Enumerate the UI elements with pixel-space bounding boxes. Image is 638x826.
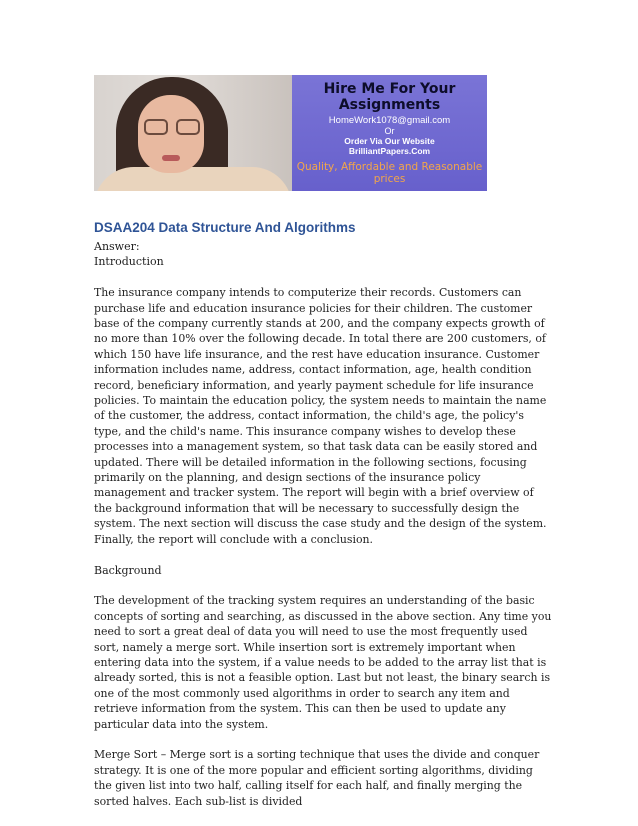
banner-order-text: Order Via Our Website xyxy=(344,136,435,146)
banner-email[interactable]: HomeWork1078@gmail.com xyxy=(328,115,451,126)
banner-or: Or xyxy=(384,126,395,136)
document-title: DSAA204 Data Structure And Algorithms xyxy=(94,220,356,235)
document-body xyxy=(94,219,554,809)
banner-text-panel xyxy=(292,75,487,191)
glasses-right-icon xyxy=(176,119,200,135)
woman-photo xyxy=(94,75,292,191)
background-paragraph: The development of the tracking system requires an understanding of the basic concepts of sorting and searching, as discussed in the above section. Any time you need to sort a great deal of data you will need to use the most frequently used sort, namely a merge sort. While insertion sort is extremely important when entering data into the system, if a value needs to be added to the array list that is already sorted, this is not a feasible option. Last but not least, the binary search is one of the most commonly used algorithms in order to search any item and retrieve information from the system. This can then be used to update any particular data into the system. xyxy=(94,594,552,731)
advertisement-banner[interactable] xyxy=(94,75,487,191)
merge-sort-paragraph: Merge Sort – Merge sort is a sorting technique that uses the divide and conquer strategy. It is one of the more popular and efficient sorting algorithms, dividing the given list into two half, calling itself for each half, and finally merging the sorted halves. Each sub-list is divided xyxy=(94,748,540,808)
photo-lips xyxy=(162,155,180,161)
banner-headline: Hire Me For Your Assignments xyxy=(323,81,456,113)
glasses-left-icon xyxy=(144,119,168,135)
banner-website[interactable]: BrilliantPapers.Com xyxy=(348,146,431,156)
background-heading: Background xyxy=(94,563,162,577)
answer-label: Answer: xyxy=(94,240,140,253)
introduction-paragraph: The insurance company intends to computerize their records. Customers can purchase life and education insurance policies for their children. The customer base of the company currently stands at 200, and the company expects growth of no more than 10% over the following decade. In total there are 200 customers, of which 150 have life insurance, and the rest have education insurance. Customer information includes name, address, contact information, age, health condition record, beneficiary information, and yearly payment schedule for life insurance policies. To maintain the education policy, the system needs to maintain the name of the customer, the address, contact information, the child's age, the policy's type, and the child's name. This insurance company wishes to develop these processes into a management system, so that task data can be easily stored and updated. There will be detailed information in the following sections, focusing primarily on the planning, and design sections of the insurance policy management and tracker system. The report will begin with a brief overview of the background information that will be necessary to successfully design the system. The next section will discuss the case study and the design of the system. Finally, the report will conclude with a conclusion. xyxy=(94,286,547,546)
photo-shoulders xyxy=(94,167,292,191)
introduction-heading: Introduction xyxy=(94,255,164,269)
banner-tagline: Quality, Affordable and Reasonable prices xyxy=(296,161,483,185)
